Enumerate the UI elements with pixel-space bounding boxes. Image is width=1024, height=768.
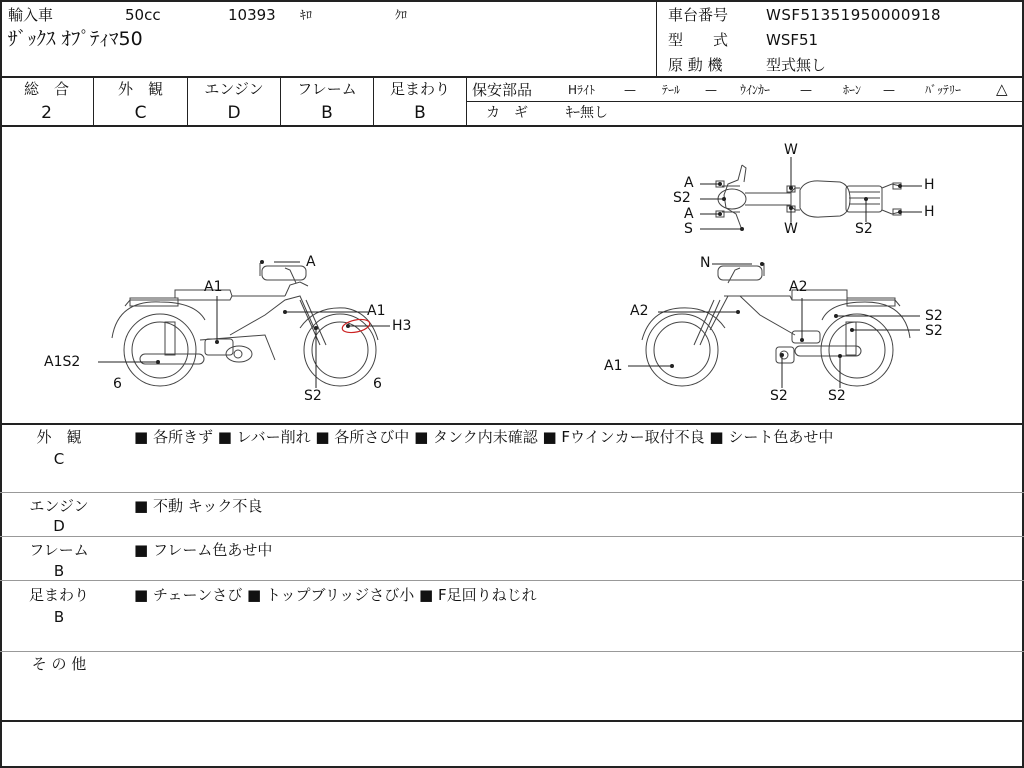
diagram-label: A: [684, 206, 694, 222]
diagram-label: A1: [204, 279, 223, 295]
section-text: ■ 不動 キック不良: [134, 497, 263, 515]
diagram-label: N: [700, 255, 711, 271]
section-title: そ の 他: [31, 655, 87, 673]
grade-value-engine: D: [227, 103, 241, 123]
section-grade: B: [53, 608, 65, 626]
color-value: ｸﾛ: [395, 8, 408, 22]
left-view-drawing: [98, 262, 390, 388]
diagram-label: H: [924, 204, 935, 220]
diagram-label: A2: [789, 279, 808, 295]
safety-label: 保安部品: [472, 81, 533, 99]
grade-value-suspension: B: [414, 103, 426, 123]
divider: [0, 76, 1024, 78]
divider: [0, 651, 1024, 652]
diagram-label: S2: [925, 323, 943, 339]
grade-label-exterior: 外 観: [117, 80, 163, 98]
grade-value-exterior: C: [134, 103, 147, 123]
section-text: ■ 各所きず ■ レバー削れ ■ 各所さび中 ■ タンク内未確認 ■ Fウインカー取付不良 ■ シート色あせ中: [134, 428, 834, 446]
diagram-label: A2: [630, 303, 649, 319]
safety-item-value: —: [800, 83, 812, 97]
divider: [466, 101, 1024, 102]
model-name: ｻﾞｯｸｽ ｵﾌﾟﾃｨﾏ50: [8, 28, 143, 50]
key-value: ｷｰ無し: [566, 105, 608, 121]
diagram-label: S2: [925, 308, 943, 324]
divider: [0, 720, 1024, 722]
safety-item-value: —: [624, 83, 636, 97]
diagram-label: W: [784, 221, 798, 237]
divider: [0, 423, 1024, 425]
safety-item-name: ｳｲﾝｶｰ: [740, 83, 771, 97]
diagram-label: S2: [855, 221, 873, 237]
grade-label-total: 総 合: [23, 80, 69, 98]
divider: [656, 0, 657, 77]
safety-item-name: ﾎｰﾝ: [843, 83, 862, 97]
displacement: 50cc: [125, 6, 161, 24]
model-type: WSF51: [766, 31, 819, 49]
grade-value-frame: B: [321, 103, 333, 123]
section-title: 外 観: [36, 428, 82, 446]
grade-label-engine: エンジン: [204, 80, 264, 98]
divider: [0, 580, 1024, 581]
grade-label-frame: フレーム: [297, 80, 357, 98]
diagram-label: A1: [367, 303, 386, 319]
safety-item-value: △: [996, 80, 1008, 98]
grade-label-suspension: 足まわり: [389, 80, 450, 98]
safety-item-value: —: [883, 83, 895, 97]
right-view-drawing: [628, 263, 920, 388]
diagram-label: W: [784, 142, 798, 158]
diagram-label: H3: [392, 318, 412, 334]
diagram-label: S2: [673, 190, 691, 206]
diagram-label: S: [684, 221, 693, 237]
diagram-label: A1: [604, 358, 623, 374]
safety-item-value: —: [705, 83, 717, 97]
diagram-label: A: [684, 175, 694, 191]
model-type-label: 型 式: [668, 31, 729, 49]
mileage: 10393: [228, 6, 276, 24]
frame-no-label: 車台番号: [668, 6, 729, 24]
grade-value-total: 2: [41, 103, 52, 123]
import-label: 輸入車: [8, 6, 54, 24]
section-title: エンジン: [29, 497, 89, 515]
section-text: ■ フレーム色あせ中: [134, 541, 273, 559]
safety-item-name: ﾊﾞｯﾃﾘｰ: [925, 83, 962, 97]
diagram-label: S2: [770, 388, 788, 404]
section-grade: B: [53, 562, 65, 580]
diagram-label: A: [306, 254, 316, 270]
section-title: フレーム: [29, 541, 89, 559]
damage-diagram: [0, 127, 1024, 423]
diagram-label: A1S2: [44, 354, 81, 370]
section-grade: C: [53, 450, 65, 468]
section-grade: D: [53, 517, 65, 535]
engine-value: 型式無し: [766, 56, 827, 74]
divider: [0, 536, 1024, 537]
top-view-drawing: [700, 157, 922, 230]
diagram-label: 6: [373, 376, 382, 392]
diagram-label: S2: [304, 388, 322, 404]
mileage-unit: ｷﾛ: [300, 8, 313, 22]
divider: [0, 492, 1024, 493]
diagram-label: S2: [828, 388, 846, 404]
engine-label: 原 動 機: [668, 56, 723, 74]
safety-item-name: Hﾗｲﾄ: [568, 83, 596, 97]
key-label: カ ギ: [486, 105, 528, 121]
section-title: 足まわり: [28, 586, 89, 604]
diagram-label: H: [924, 177, 935, 193]
frame-no: WSF51351950000918: [766, 6, 942, 24]
safety-item-name: ﾃｰﾙ: [662, 83, 681, 97]
diagram-label: 6: [113, 376, 122, 392]
section-text: ■ チェーンさび ■ トップブリッジさび小 ■ F足回りねじれ: [134, 586, 537, 604]
